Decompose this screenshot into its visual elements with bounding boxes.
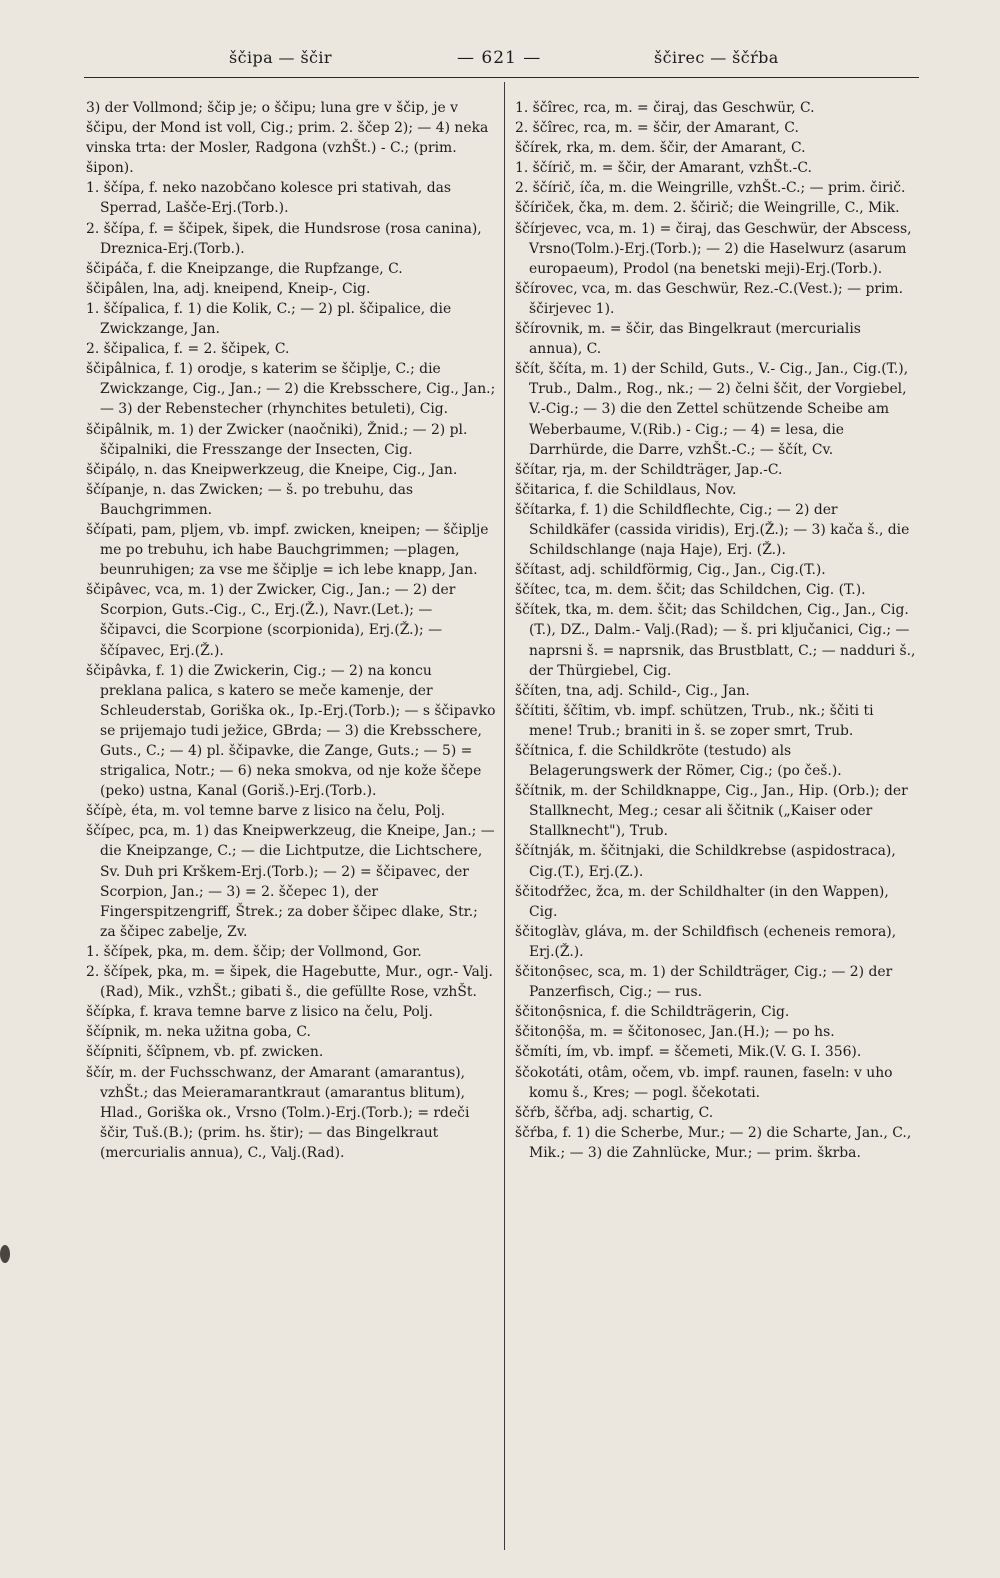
header-right-guideword: ščirec — ščŕba (654, 48, 779, 67)
page-number: — 621 — (457, 48, 542, 68)
dictionary-entry: ščitoglàv, gláva, m. der Schildfisch (echeneis remora), Erj.(Ž.). (515, 923, 897, 960)
dictionary-entry: ščŕb, ščŕba, adj. schartig, C. (515, 1104, 714, 1121)
dictionary-entry: 1. ščípa, f. neko nazobčano kolesce pri stativah, das Sperrad, Lašče-Erj.(Torb.). (86, 180, 452, 217)
dictionary-entry: ščítar, rja, m. der Schildträger, Jap.-C. (515, 461, 783, 478)
dictionary-entry: ščipâlnica, f. 1) orodje, s katerim se ščiplje, C.; die Zwickzange, Cig., Jan.; — 2) die Krebsschere, Cig., Jan.; — 3) der Rebenstecher (rhynchites betuleti), Cig. (86, 361, 496, 418)
dictionary-entry: 3) der Vollmond; ščip je; o ščipu; luna gre v ščip, je v ščipu, der Mond ist voll, Cig.; prim. 2. ščep 2); — 4) neka vinska trta: der Mosler, Radgona (vzhŠt.) - C.; (prim. šipon). (86, 100, 489, 177)
dictionary-entry: ščítnica, f. die Schildkröte (testudo) als Belagerungswerk der Römer, Cig.; (po češ.). (515, 743, 842, 780)
ink-spot (0, 1245, 10, 1263)
dictionary-entry: ščítnik, m. der Schildknappe, Cig., Jan., Hip. (Orb.); der Stallknecht, Meg.; cesar ali ščitnik („Kaiser oder Stallknecht"), Trub. (515, 783, 908, 840)
dictionary-entry: ščítek, tka, m. dem. ščit; das Schildchen, Cig., Jan., Cig.(T.), DZ., Dalm.- Valj.(Rad); — š. pri ključanici, Cig.; — naprsni š. = naprsnik, das Brustblatt, C.; — nadduri š., der Thürgiebel, Cig. (515, 602, 916, 679)
dictionary-entry: ščípè, éta, m. vol temne barve z lisico na čelu, Polj. (86, 803, 446, 820)
dictionary-entry: ščítast, adj. schildförmig, Cig., Jan., Cig.(T.). (515, 562, 826, 579)
dictionary-entry: 2. ščírič, íča, m. die Weingrille, vzhŠt.-C.; — prim. čirič. (515, 180, 906, 197)
dictionary-entry: ščítec, tca, m. dem. ščit; das Schildchen, Cig. (T.). (515, 582, 866, 599)
header-rule (84, 77, 919, 78)
dictionary-entry: ščítiti, ščîtim, vb. impf. schützen, Trub., nk.; ščiti ti mene! Trub.; braniti in š. se zoper smrt, Trub. (515, 702, 874, 739)
dictionary-entry: 1. ščîrec, rca, m. = čiraj, das Geschwür, C. (515, 100, 815, 116)
dictionary-entry: ščípka, f. krava temne barve z lisico na čelu, Polj. (86, 1004, 433, 1021)
dictionary-entry: ščírek, rka, m. dem. ščir, der Amarant, C. (515, 140, 806, 157)
dictionary-entry: ščípati, pam, pljem, vb. impf. zwicken, kneipen; — ščiplje me po trebuhu, ich habe Bauchgrimmen; —plagen, beunruhigen; za vse me ščiplje = ich lebe knapp, Jan. (86, 521, 489, 579)
dictionary-entry: 1. ščírič, m. = ščir, der Amarant, vzhŠt.-C. (515, 160, 812, 177)
dictionary-entry: ščítnják, m. ščitnjaki, die Schildkrebse (aspidostraca), Cig.(T.), Erj.(Z.). (515, 843, 896, 880)
dictionary-entry: ščipâvec, vca, m. 1) der Zwicker, Cig., Jan.; — 2) der Scorpion, Guts.-Cig., C., Erj.(Ž.), Navr.(Let.); — ščipavci, die Scorpione (scorpionida), Erj.(Ž.); — ščípavec, Erj.(Ž.). (86, 582, 456, 659)
dictionary-entry: ščír, m. der Fuchsschwanz, der Amarant (amarantus), vzhŠt.; das Meieramarantkraut (amarantus blitum), Hlad., Goriška ok., Vrsno (Tolm.)-Erj.(Torb.); = rdeči ščir, Tuš.(B.); (prim. hs. štir); — das Bingelkraut (mercurialis annua), C., Valj.(Rad). (86, 1064, 470, 1161)
dictionary-entry: ščokotáti, otâm, očem, vb. impf. raunen, faseln: v uho komu š., Kres; — pogl. ščekotati. (515, 1064, 893, 1101)
dictionary-entry: 1. ščípek, pka, m. dem. ščip; der Vollmond, Gor. (86, 943, 422, 960)
dictionary-entry: ščipâlnik, m. 1) der Zwicker (naočniki), Žnid.; — 2) pl. ščipalniki, die Fresszange der Insecten, Cig. (86, 421, 468, 458)
dictionary-entry: 2. ščipalica, f. = 2. ščipek, C. (86, 341, 290, 358)
dictionary-entry: ščípnik, m. neka užitna goba, C. (86, 1024, 311, 1041)
header-left-guideword: ščipa — ščir (229, 48, 332, 67)
dictionary-entry: ščíriček, čka, m. dem. 2. ščirič; die Weingrille, C., Mik. (515, 200, 900, 217)
column-divider (504, 82, 505, 1550)
dictionary-entry: ščitonọ̑sec, sca, m. 1) der Schildträger, Cig.; — 2) der Panzerfisch, Cig.; — rus. (515, 964, 893, 1001)
dictionary-entry: ščipâlen, lna, adj. kneipend, Kneip-, Cig. (86, 280, 371, 297)
dictionary-entry: 1. ščípalica, f. 1) die Kolik, C.; — 2) pl. ščipalice, die Zwickzange, Jan. (86, 300, 452, 338)
dictionary-entry: ščitonọ̑snica, f. die Schildträgerin, Cig. (515, 1004, 790, 1021)
dictionary-entry: 2. ščîrec, rca, m. = ščir, der Amarant, C. (515, 120, 799, 137)
dictionary-entry: ščírovnik, m. = ščir, das Bingelkraut (mercurialis annua), C. (515, 321, 861, 358)
dictionary-entry: ščírjevec, vca, m. 1) = čiraj, das Geschwür, der Abscess, Vrsno(Tolm.)-Erj.(Torb.); — 2) die Haselwurz (asarum europaeum), Prodol (na benetski meji)-Erj.(Torb.). (515, 220, 912, 277)
dictionary-entry: ščírovec, vca, m. das Geschwür, Rez.-C.(Vest.); — prim. ščirjevec 1). (515, 280, 903, 317)
right-column (515, 98, 917, 1163)
dictionary-entry: ščípniti, ščîpnem, vb. pf. zwicken. (86, 1044, 324, 1061)
dictionary-entry: ščípanje, n. das Zwicken; — š. po trebuhu, das Bauchgrimmen. (86, 481, 414, 518)
dictionary-entry: 2. ščípek, pka, m. = šipek, die Hagebutte, Mur., ogr.- Valj.(Rad), Mik., vzhŠt.; gibati š., die gefüllte Rose, vzhŠt. (86, 964, 493, 1001)
dictionary-entry: ščítarka, f. 1) die Schildflechte, Cig.; — 2) der Schildkäfer (cassida viridis), Erj.(Ž.); — 3) kača š., die Schildschlange (naja Haje), Erj. (Ž.). (515, 501, 910, 559)
dictionary-entry: ščipáča, f. die Kneipzange, die Rupfzange, C. (86, 260, 403, 277)
dictionary-entry: ščíten, tna, adj. Schild-, Cig., Jan. (515, 682, 750, 699)
dictionary-entry: ščitarica, f. die Schildlaus, Nov. (515, 481, 737, 498)
dictionary-entry: ščipâvka, f. 1) die Zwickerin, Cig.; — 2) na koncu preklana palica, s katero se meče kamenje, der Schleuderstab, Goriška ok., Ip.-Erj.(Torb.); — s ščipavko se prijemajo tudi ježice, GBrda; — 3) die Krebsschere, Guts., C.; — 4) pl. ščipavke, die Zange, Guts.; — 5) = strigalica, Notr.; — 6) neka smokva, od nje kože ščepe (peko) ustna, Kanal (Goriš.)-Erj.(Torb.). (86, 662, 496, 800)
dictionary-entry: ščitodŕžec, žca, m. der Schildhalter (in den Wappen), Cig. (515, 883, 889, 920)
dictionary-entry: ščipálọ, n. das Kneipwerkzeug, die Kneipe, Cig., Jan. (86, 461, 458, 478)
dictionary-entry: ščmíti, ím, vb. impf. = ščemeti, Mik.(V. G. I. 356). (515, 1044, 862, 1061)
dictionary-entry: ščŕba, f. 1) die Scherbe, Mur.; — 2) die Scharte, Jan., C., Mik.; — 3) die Zahnlücke, Mur.; — prim. škrba. (515, 1124, 912, 1161)
page-header (84, 38, 919, 78)
dictionary-entry: 2. ščípa, f. = ščipek, šipek, die Hundsrose (rosa canina), Dreznica-Erj.(Torb.). (86, 220, 482, 257)
dictionary-entry: ščít, ščíta, m. 1) der Schild, Guts., V.- Cig., Jan., Cig.(T.), Trub., Dalm., Rog., nk.; — 2) čelni ščit, der Vorgiebel, V.-Cig.; — 3) die den Zettel schützende Scheibe am Weberbaume, V.(Rib.) - Cig.; — 4) = lesa, die Darrhürde, die Darre, vzhŠt.-C.; — ščít, Cv. (515, 361, 909, 458)
dictionary-entry: ščitonọ̑ša, m. = ščitonosec, Jan.(H.); — po hs. (515, 1024, 835, 1041)
left-column (86, 98, 496, 1163)
dictionary-entry: ščípec, pca, m. 1) das Kneipwerkzeug, die Kneipe, Jan.; — die Kneipzange, C.; — die Lichtputze, die Lichtschere, Sv. Duh pri Krškem-Erj.(Torb.); — 2) = ščipavec, der Scorpion, Jan.; — 3) = 2. ščepec 1), der Fingerspitzengriff, Štrek.; za dober ščipec dlake, Str.; za ščipec zabelje, Zv. (86, 823, 495, 940)
